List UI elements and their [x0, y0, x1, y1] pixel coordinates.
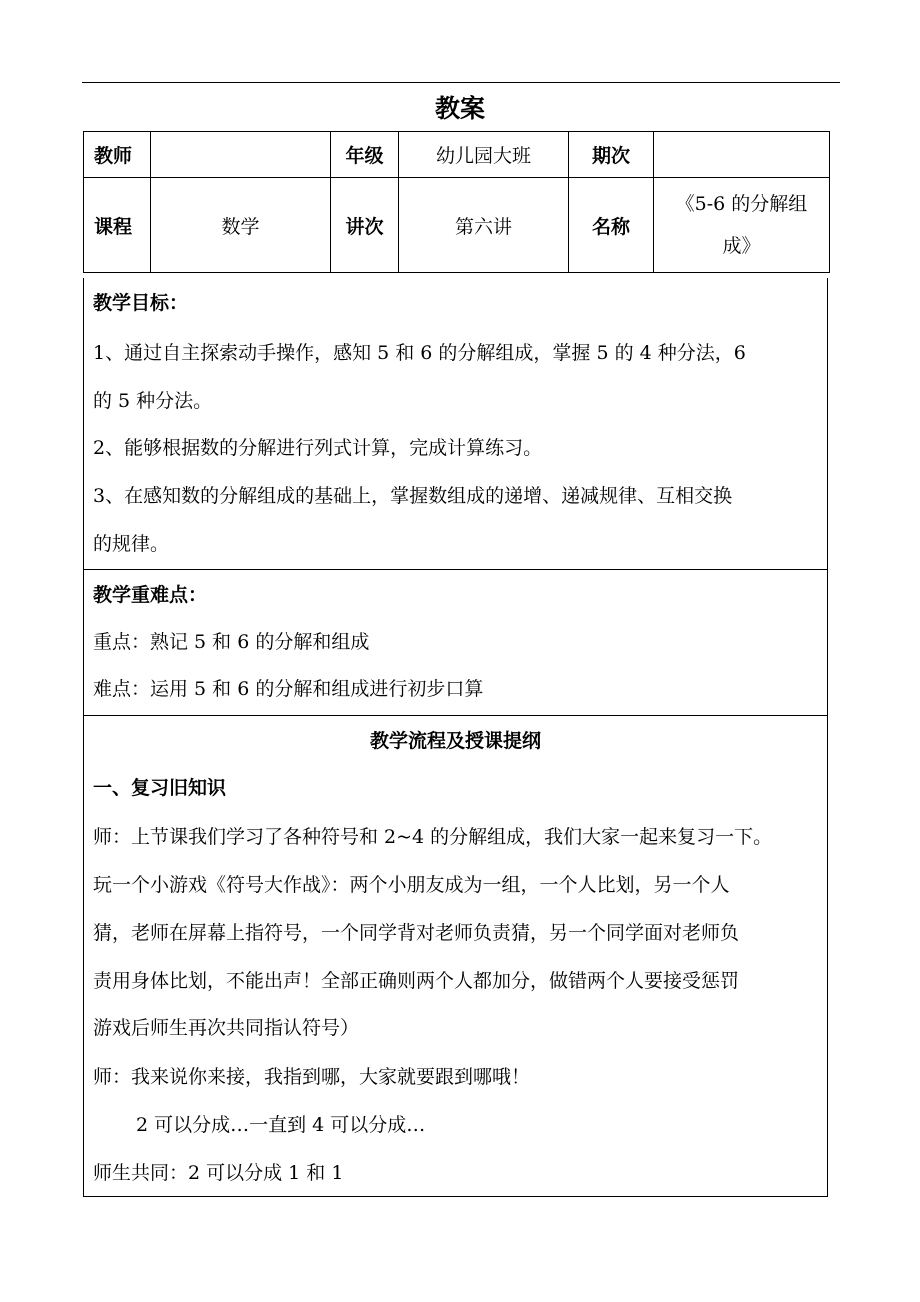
process-line: 猜，老师在屏幕上指符号，一个同学背对老师负责猜，另一个同学面对老师负	[93, 922, 740, 944]
objective-line: 的 5 种分法。	[93, 390, 213, 412]
key-points-heading: 教学重难点：	[93, 584, 208, 606]
period-label: 期次	[569, 132, 654, 178]
process-line: 师：上节课我们学习了各种符号和 2~4 的分解组成，我们大家一起来复习一下。	[93, 826, 773, 848]
process-line: 师生共同：2 可以分成 1 和 1	[93, 1162, 344, 1184]
objective-line: 3、在感知数的分解组成的基础上，掌握数组成的递增、递减规律、互相交换	[93, 485, 733, 507]
grade-label: 年级	[331, 132, 399, 178]
lecture-label: 讲次	[331, 178, 399, 273]
page-title: 教案	[434, 94, 485, 123]
review-section-heading: 一、复习旧知识	[93, 777, 227, 799]
name-value	[654, 178, 830, 273]
header-rule	[82, 82, 840, 83]
process-line: 2 可以分成…一直到 4 可以分成…	[136, 1114, 426, 1136]
difficult-point-line: 难点：运用 5 和 6 的分解和组成进行初步口算	[93, 678, 484, 700]
lesson-info-table	[83, 131, 830, 273]
process-line: 游戏后师生再次共同指认符号）	[93, 1017, 360, 1039]
name-value-line-1: 《5-6 的分解组	[675, 193, 808, 215]
key-points-section	[83, 570, 828, 716]
info-row-2	[84, 178, 830, 273]
course-value: 数学	[151, 178, 331, 273]
objective-line: 2、能够根据数的分解进行列式计算，完成计算练习。	[93, 437, 543, 459]
objectives-section	[83, 278, 828, 570]
period-value	[654, 132, 830, 178]
process-line: 玩一个小游戏《符号大作战》：两个小朋友成为一组，一个人比划，另一个人	[93, 874, 730, 896]
teaching-process-section	[83, 716, 828, 1197]
name-value-line-2: 成》	[722, 235, 761, 257]
objective-line: 的规律。	[93, 533, 170, 555]
objectives-heading: 教学目标：	[93, 292, 189, 314]
teacher-label: 教师	[84, 132, 151, 178]
name-label: 名称	[569, 178, 654, 273]
objective-line: 1、通过自主探索动手操作，感知 5 和 6 的分解组成，掌握 5 的 4 种分法，6	[93, 342, 746, 364]
lecture-value: 第六讲	[399, 178, 569, 273]
course-label: 课程	[84, 178, 151, 273]
process-line: 师：我来说你来接，我指到哪，大家就要跟到哪哦！	[93, 1066, 531, 1088]
process-heading: 教学流程及授课提纲	[369, 730, 541, 752]
grade-value: 幼儿园大班	[399, 132, 569, 178]
process-line: 责用身体比划，不能出声！全部正确则两个人都加分，做错两个人要接受惩罚	[93, 970, 740, 992]
teacher-value	[151, 132, 331, 178]
key-point-line: 重点：熟记 5 和 6 的分解和组成	[93, 631, 370, 653]
info-row-1	[84, 132, 830, 178]
